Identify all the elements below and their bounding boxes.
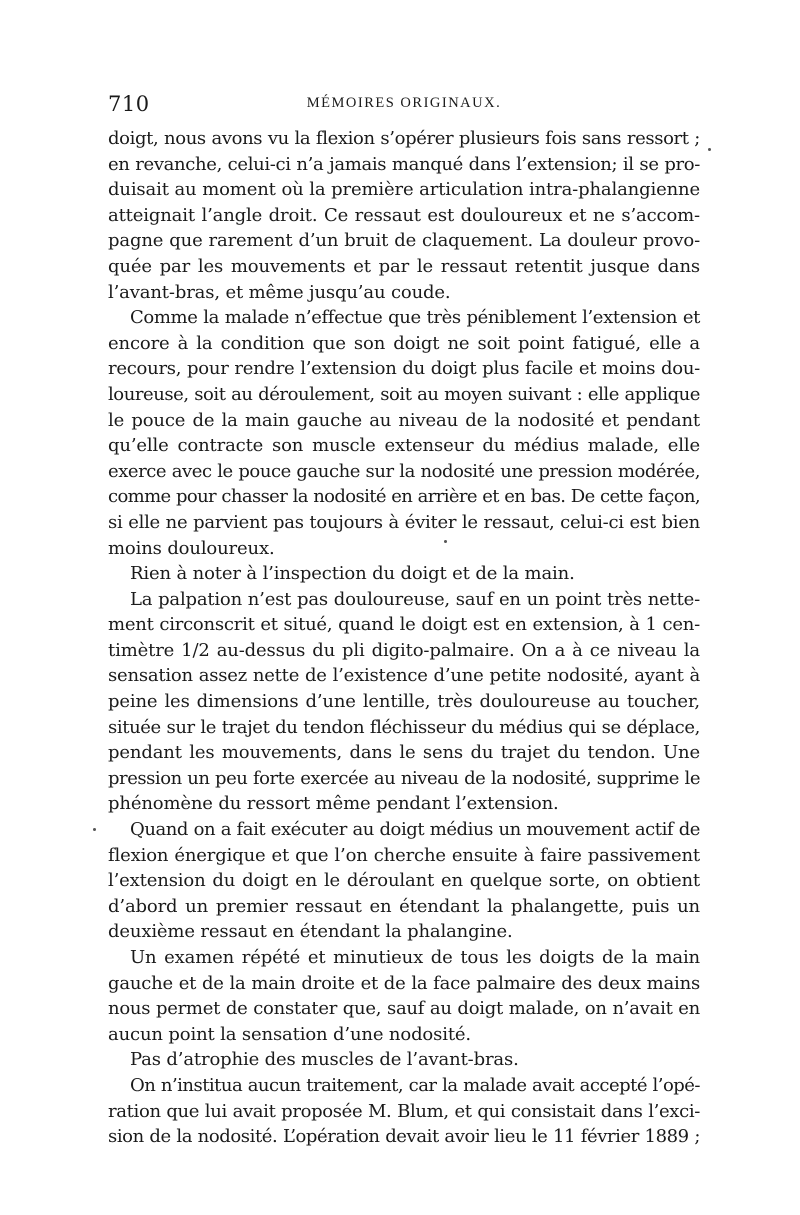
text-line: gauche et de la main droite et de la face palmaire des deux mains xyxy=(108,972,700,994)
paragraph-p8 xyxy=(108,1073,700,1150)
text-line: deuxième ressaut en étendant la phalangine. xyxy=(108,921,513,943)
text-line: Comme la malade n’effectue que très péniblement l’extension et xyxy=(130,307,700,329)
text-line: l’extension du doigt en le déroulant en quelque sorte, on obtient xyxy=(108,870,700,892)
text-line: moins douloureux. xyxy=(108,537,275,559)
text-line: comme pour chasser la nodosité en arrière et en bas. De cette façon, xyxy=(108,486,700,508)
text-line: phénomène du ressort même pendant l’extension. xyxy=(108,793,559,815)
text-line: exerce avec le pouce gauche sur la nodosité une pression modérée, xyxy=(108,460,700,482)
text-line: nous permet de constater que, sauf au doigt malade, on n’avait en xyxy=(108,998,700,1020)
text-line: atteignait l’angle droit. Ce ressaut est douloureux et ne s’accom- xyxy=(108,204,700,226)
body-text xyxy=(108,126,700,1150)
text-line: l’avant-bras, et même jusqu’au coude. xyxy=(108,281,451,303)
text-line: Rien à noter à l’inspection du doigt et de la main. xyxy=(130,563,575,585)
text-line: pendant les mouvements, dans le sens du trajet du tendon. Une xyxy=(108,742,700,764)
paragraph-p6 xyxy=(108,945,700,1047)
text-line: recours, pour rendre l’extension du doigt plus facile et moins dou- xyxy=(108,358,700,380)
print-speck xyxy=(444,540,447,543)
text-line: pression un peu forte exercée au niveau de la nodosité, supprime le xyxy=(108,767,700,789)
text-line: si elle ne parvient pas toujours à éviter le ressaut, celui-ci est bien xyxy=(108,511,700,533)
running-head-title: MÉMOIRES ORIGINAUX. xyxy=(306,95,502,111)
text-line: On n’institua aucun traitement, car la malade avait accepté l’opé- xyxy=(130,1074,700,1096)
paragraph-p1 xyxy=(108,126,700,305)
text-line: encore à la condition que son doigt ne soit point fatigué, elle a xyxy=(108,332,700,354)
print-speck xyxy=(93,828,96,831)
text-line: pagne que rarement d’un bruit de claquement. La douleur provo- xyxy=(108,230,700,252)
text-line: timètre 1/2 au-dessus du pli digito-palmaire. On a à ce niveau la xyxy=(108,639,700,661)
paragraph-p7 xyxy=(108,1047,700,1073)
text-line: sensation assez nette de l’existence d’une petite nodosité, ayant à xyxy=(108,665,700,687)
text-line: qu’elle contracte son muscle extenseur du médius malade, elle xyxy=(108,435,700,457)
text-line: ment circonscrit et situé, quand le doigt est en extension, à 1 cen- xyxy=(108,614,700,636)
text-line: Pas d’atrophie des muscles de l’avant-bras. xyxy=(130,1049,519,1071)
text-line: aucun point la sensation d’une nodosité. xyxy=(108,1023,471,1045)
text-line: située sur le trajet du tendon fléchisseur du médius qui se déplace, xyxy=(108,716,700,738)
paragraph-p3 xyxy=(108,561,700,587)
text-line: duisait au moment où la première articulation intra-phalangienne xyxy=(108,179,700,201)
text-line: Quand on a fait exécuter au doigt médius un mouvement actif de xyxy=(130,819,700,841)
text-line: doigt, nous avons vu la flexion s’opérer plusieurs fois sans ressort ; xyxy=(108,128,700,149)
text-line: Un examen répété et minutieux de tous les doigts de la main xyxy=(130,947,700,968)
text-line: ration que lui avait proposée M. Blum, et qui consistait dans l’exci- xyxy=(108,1100,700,1122)
text-line: d’abord un premier ressaut en étendant la phalangette, puis un xyxy=(108,895,700,917)
text-line: peine les dimensions d’une lentille, très douloureuse au toucher, xyxy=(108,691,700,713)
running-head xyxy=(108,92,700,126)
book-page xyxy=(108,92,700,1150)
paragraph-p2 xyxy=(108,305,700,561)
page-number: 710 xyxy=(108,92,150,116)
text-line: quée par les mouvements et par le ressaut retentit jusque dans xyxy=(108,255,700,277)
text-line: le pouce de la main gauche au niveau de la nodosité et pendant xyxy=(108,409,700,431)
paragraph-p5 xyxy=(108,817,700,945)
text-line: flexion énergique et que l’on cherche ensuite à faire passivement xyxy=(108,844,700,866)
text-line: La palpation n’est pas douloureuse, sauf en un point très nette- xyxy=(130,588,700,610)
paragraph-p4 xyxy=(108,587,700,817)
text-line: loureuse, soit au déroulement, soit au moyen suivant : elle applique xyxy=(108,383,700,405)
print-speck xyxy=(708,148,711,151)
text-line: en revanche, celui-ci n’a jamais manqué dans l’extension; il se pro- xyxy=(108,153,700,175)
text-line: sion de la nodosité. L’opération devait avoir lieu le 11 février 1889 ; xyxy=(108,1126,700,1148)
